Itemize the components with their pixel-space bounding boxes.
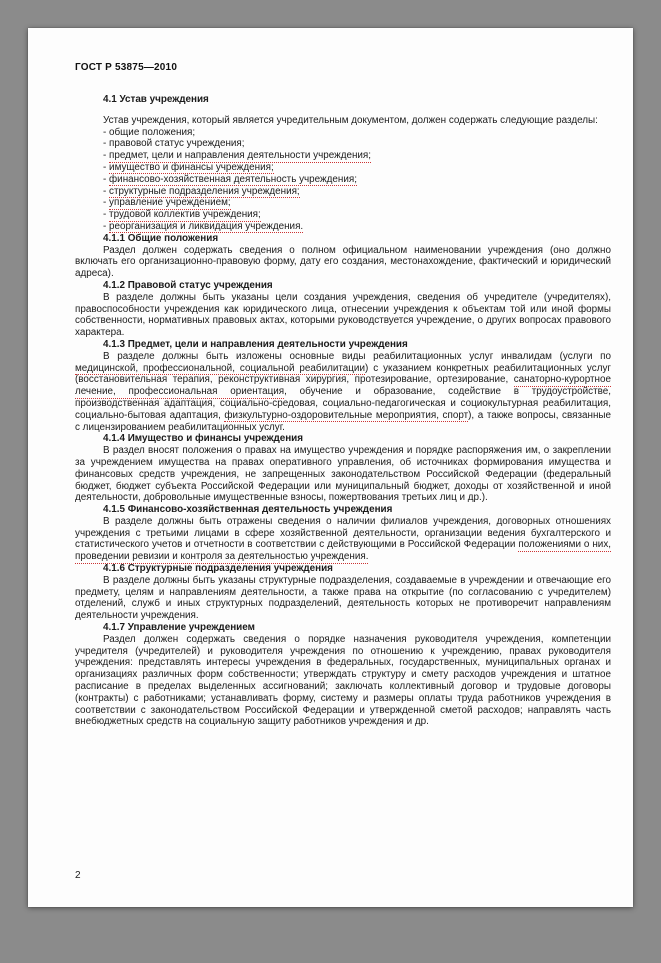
document-heading [75,563,611,575]
list-item [75,221,611,233]
red-underlined-text: положениями о них, проведении ревизии и контроля за деятельностью учреждения. [75,539,612,563]
document-paragraph [75,634,611,728]
document-heading [75,504,611,516]
list-item [75,162,611,174]
text-segment: Раздел должен содержать сведения о порядке назначения руководителя учреждения, компетенции учредителя (учредителей) и руководителя учреждения по отношению к учреждению, правах руководителя учреждения: представлять интересы учреждения в федеральных, государственных, муниципальных органах и организациях различных форм собственности; утверждать структуру и смету расходов учреждения и штатное расписание в пределах выделенных ассигнований; заключать коллективный договор и трудовые договоры (контракты) с работниками; устанавливать форму, систему и размеры оплаты труда работников учреждения в соответствии с законодательством Российской Федерации и утвержденной сметой расходов; направлять часть внебюджетных средств на социальную защиту работников учреждения и др. [75,633,611,728]
document-heading [75,233,611,245]
text-segment: 4.1.1 Общие положения [103,232,219,244]
text-segment: - [103,185,110,197]
text-segment: Устав учреждения, который является учредительным документом, должен содержать следующие разделы: [103,114,598,126]
text-segment: 4.1.7 Управление учреждением [103,622,255,634]
red-underlined-text: санаторно-курортное лечение, профессиональная ориентация [75,374,611,398]
document-heading [75,280,611,292]
document-heading [75,622,611,634]
text-segment: ), а также вопросы, связанные с лицензированием реабилитационных услуг. [75,409,611,433]
list-item [75,197,611,209]
text-segment: - [103,161,110,173]
list-item [75,174,611,186]
document-paragraph [75,292,611,339]
document-paragraph [75,516,611,563]
document-paragraph [75,351,611,434]
red-underlined-text: физкультурно-оздоровительные мероприятия, спорт [224,409,469,421]
red-underlined-text: реорганизация и ликвидация учреждения. [109,220,304,232]
document-heading [75,433,611,445]
text-segment: Раздел должен содержать сведения о полном официальном наименовании учреждения (оно должно включать его организационно-правовую форму, дату его создания, местонахождение, фактический и юридический адреса). [75,244,611,280]
document-paragraph [75,575,611,622]
text-segment: - [103,197,110,209]
red-underlined-text: трудовой коллектив учреждения; [109,209,261,221]
document-paragraph [75,115,611,127]
list-item [75,209,611,221]
red-underlined-text: предмет, цели и направления деятельности учреждения; [109,150,372,162]
document-standard-number: ГОСТ Р 53875—2010 [75,62,178,73]
text-segment: В разделе должны быть указаны структурные подразделения, создаваемые в учреждении и отвечающие его предмету, целям и направлениям деятельности, а также права на открытие (по согласованию с учредителем) отделений, служб и иных структурных подразделений, деятельность которых не противоречит направлениям деятельности учреждения. [75,574,611,622]
list-item [75,150,611,162]
red-underlined-text: финансово-хозяйственная деятельность учреждения; [109,173,357,185]
text-segment: ) с указанием конкретных реабилитационных услуг (восстановительная терапия, реконструктивная хирургия, протезирование, ортезирование, [75,362,611,386]
text-segment: 4.1.3 Предмет, цели и направления деятельности учреждения [103,338,408,350]
text-segment: 4.1 Устав учреждения [103,94,209,105]
red-underlined-text: медицинской, профессиональной, социальной реабилитации [75,362,365,374]
document-heading [75,339,611,351]
text-segment: 4.1.4 Имущество и финансы учреждения [103,433,304,445]
document-body [75,94,611,728]
red-underlined-text: имущество и финансы учреждения; [109,161,274,173]
document-paragraph [75,445,611,504]
list-item [75,186,611,198]
text-segment: 4.1.6 Структурные подразделения учреждения [103,563,333,575]
red-underlined-text: структурные подразделения учреждения; [109,185,300,197]
list-item [75,127,611,139]
page-number: 2 [75,870,81,881]
text-segment: В разделе должны быть изложены основные виды реабилитационных услуг инвалидам (услуги по [103,350,611,362]
text-segment: - [103,150,110,162]
document-page [28,28,633,907]
document-heading [75,94,611,106]
text-segment: , обучение и образование, содействие в трудоустройстве, производственная адаптация, социально-средовая, социально-педагогическая и социокультурная реабилитация, социально-бытовая адаптация, [75,386,611,421]
document-paragraph [75,245,611,280]
text-segment: В разделе должны быть указаны цели создания учреждения, сведения об учредителе (учредителях), правоспособности учреждения как юридического лица, отнесении учреждения к объектам той или иной формы собственности, нормативных правовых актах, которыми руководствуется учреждение, о других вопросах правового характера. [75,291,611,339]
text-segment: В разделе должны быть отражены сведения о наличии филиалов учреждения, договорных отношениях учреждения с третьими лицами в сфере хозяйственной деятельности, организации ведения бухгалтерского и статистического учетов и отчетности в соответствии с действующими в Российской Федерации [75,515,611,551]
text-segment: - правовой статус учреждения; [103,138,245,150]
text-segment: - общие положения; [103,126,196,138]
text-segment: - [103,209,110,221]
text-segment: 4.1.2 Правовой статус учреждения [103,279,273,291]
text-segment: В раздел вносят положения о правах на имущество учреждения и порядке распоряжения им, о закреплении за учреждением имущества на правах оперативного управления, об источниках формирования имущества и финансовых средств учреждения, не запрещенных законодательством Российской Федерации (федеральный бюджет, бюджет субъекта Российской Федерации или муниципальный бюджет, доходы от хозяйственной и иной деятельности, добровольные имущественные взносы, пожертвования третьих лиц и др.). [75,445,611,504]
red-underlined-text: управление учреждением; [109,197,231,209]
text-segment: - [103,173,110,185]
list-item [75,138,611,150]
text-segment: - [103,220,110,232]
text-segment: 4.1.5 Финансово-хозяйственная деятельность учреждения [103,504,393,516]
